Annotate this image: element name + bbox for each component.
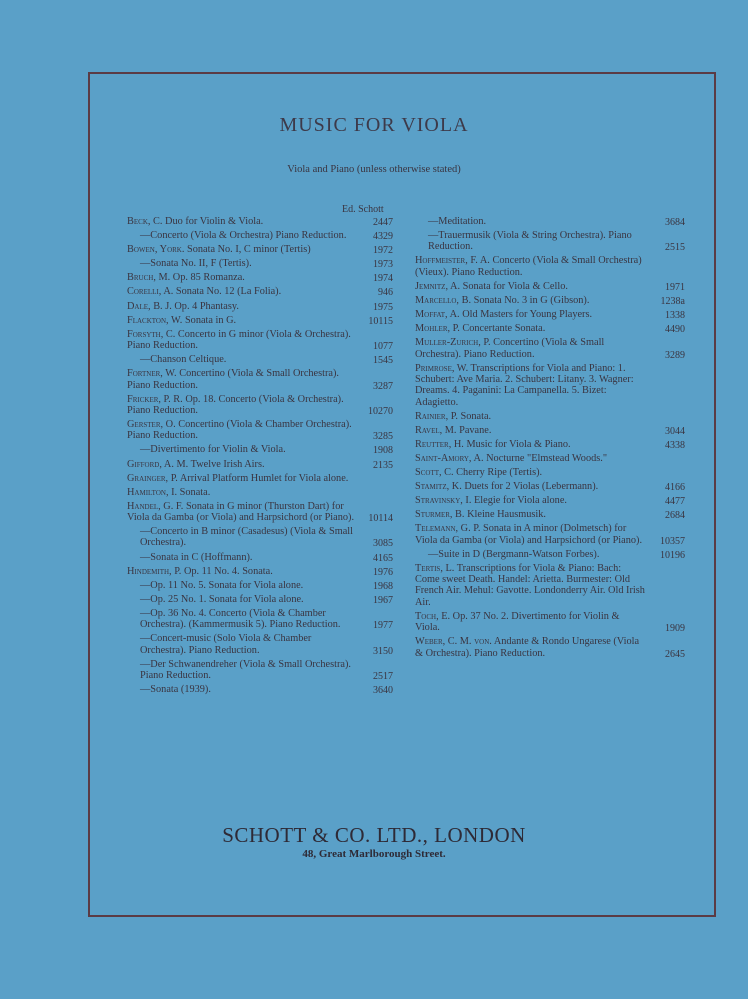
work-title: —Suite in D (Bergmann-Watson Forbes). — [428, 548, 600, 560]
work-title: Concerto in G minor (Viola & Orchestra). Piano Reduction. — [127, 328, 351, 352]
entry-text — [127, 633, 357, 656]
catalog-entry — [127, 272, 393, 283]
composer-name: Handel, G. F. — [127, 500, 184, 512]
work-title: Sonata in G minor (Thurston Dart) for Viola da Gamba (or Viola) and Harpsichord (or Piano). — [127, 500, 355, 524]
work-title: Andante & Rondo Ungarese (Viola & Orchestra). Piano Reduction. — [415, 636, 640, 659]
work-title: Sonata in G. — [184, 314, 237, 326]
entry-text — [127, 501, 357, 524]
catalog-entry — [415, 439, 685, 450]
work-title: Op. 4 Phantasy. — [174, 300, 239, 312]
composer-name: Beck, C. — [127, 216, 163, 227]
edition-number: 4165 — [373, 552, 393, 564]
catalog-entry — [127, 594, 393, 605]
entry-text — [415, 495, 645, 506]
composer-name: Reutter, H. — [415, 438, 464, 450]
catalog-entry — [127, 608, 393, 631]
entry-text — [127, 329, 357, 352]
catalog-entry — [127, 473, 393, 484]
catalog-column-right — [415, 216, 685, 662]
catalog-entry — [415, 216, 685, 227]
catalog-entry — [127, 566, 393, 577]
work-title: —Sonata in C (Hoffmann). — [140, 551, 253, 563]
entry-text — [415, 337, 645, 360]
catalog-entry — [415, 230, 685, 253]
composer-name: Corelli, A. — [127, 286, 174, 298]
work-title: Op. 37 No. 2. Divertimento for Violin & Viola. — [415, 610, 620, 634]
edition-number: 1968 — [373, 580, 393, 592]
catalog-entry — [127, 354, 393, 365]
edition-number: 1973 — [373, 259, 393, 271]
entry-text — [127, 566, 357, 577]
entry-text — [127, 594, 357, 605]
entry-text — [127, 272, 357, 283]
entry-text — [415, 509, 645, 520]
composer-name: Grainger, P. — [127, 472, 178, 484]
publisher-address: 48, Great Marlborough Street. — [302, 848, 446, 860]
work-title: —Chanson Celtique. — [140, 354, 227, 366]
entry-text — [127, 244, 357, 255]
entry-text — [127, 487, 357, 498]
entry-text — [127, 301, 357, 312]
catalog-entry — [415, 425, 685, 436]
composer-name: Hamilton, I. — [127, 486, 178, 498]
catalog-entry — [415, 411, 685, 422]
entry-text — [127, 368, 357, 391]
composer-name: Jemnitz, A. — [415, 280, 461, 292]
entry-text — [127, 230, 357, 241]
page-subtitle: Viola and Piano (unless otherwise stated) — [287, 164, 461, 175]
catalog-entry — [127, 329, 393, 352]
work-title: Concertino (Viola & Small Orchestra). Piano Reduction. — [415, 337, 605, 360]
catalog-entry — [127, 419, 393, 442]
page-title: MUSIC FOR VIOLA — [279, 114, 469, 136]
edition-number: 1238a — [660, 295, 685, 307]
edition-number: 946 — [378, 287, 393, 299]
edition-number: 1909 — [665, 623, 685, 635]
entry-text — [127, 394, 357, 417]
edition-number: 1975 — [373, 301, 393, 313]
catalog-entry — [415, 636, 685, 659]
work-title: Cherry Ripe (Tertis). — [456, 467, 543, 478]
catalog-entry — [127, 315, 393, 326]
work-title: Kleine Hausmusik. — [467, 509, 547, 521]
work-title: Sonata. — [460, 410, 492, 422]
entry-text — [415, 309, 645, 320]
work-title: Duo for Violin & Viola. — [165, 216, 264, 227]
work-title: Sonata No. I, C minor (Tertis) — [187, 244, 311, 256]
work-title: Concertino (Viola & Chamber Orchestra). Piano Reduction. — [127, 419, 352, 442]
catalog-column-left — [127, 216, 393, 698]
catalog-entry — [415, 549, 685, 560]
catalog-entry — [415, 363, 685, 408]
entry-text — [415, 363, 645, 408]
edition-number: 2645 — [665, 648, 685, 660]
work-title: Sonata No. 12 (La Folia). — [175, 286, 282, 298]
composer-name: Tertis, L. — [415, 562, 455, 574]
entry-text — [415, 549, 645, 560]
edition-number: 4338 — [665, 439, 685, 451]
catalog-entry — [127, 301, 393, 312]
work-title: Op. 11 No. 4. Sonata. — [183, 565, 273, 577]
edition-number: 1977 — [373, 620, 393, 632]
entry-text — [127, 659, 357, 682]
work-title: —Divertimento for Violin & Viola. — [140, 444, 286, 456]
entry-text — [415, 439, 645, 450]
composer-name: Flackton, W. — [127, 314, 183, 326]
work-title: —Concerto in B minor (Casadesus) (Viola & Small Orchestra). — [140, 526, 354, 549]
catalog-entry — [415, 281, 685, 292]
catalog-entry — [127, 230, 393, 241]
work-title: Pavane. — [459, 424, 492, 436]
edition-number: 3150 — [373, 645, 393, 657]
edition-number: 3285 — [373, 431, 393, 443]
composer-name: Muller-Zurich, P. — [415, 337, 491, 349]
edition-number: 10114 — [368, 513, 393, 525]
catalog-entry — [127, 444, 393, 455]
edition-number: 3287 — [373, 380, 393, 392]
composer-name: Toch, E. — [415, 610, 451, 622]
work-title: Duets for 2 Violas (Lebermann). — [464, 481, 599, 493]
entry-text — [415, 453, 645, 464]
catalog-entry — [127, 368, 393, 391]
catalog-entry — [127, 526, 393, 549]
work-title: Nocturne "Elmstead Woods." — [486, 452, 608, 464]
entry-text — [127, 354, 357, 365]
composer-name: Mohler, P. — [415, 323, 460, 335]
work-title: —Op. 11 No. 5. Sonata for Viola alone. — [140, 579, 304, 591]
work-title: Sonata in A minor (Dolmetsch) for Viola da Gamba (or Viola) and Harpsichord (or Piano). — [415, 523, 643, 546]
work-title: —Meditation. — [428, 216, 487, 227]
entry-text — [415, 230, 645, 253]
entry-text — [415, 563, 645, 608]
catalog-entry — [415, 453, 685, 464]
work-title: Op. 85 Romanza. — [172, 272, 245, 284]
entry-text — [127, 526, 357, 549]
work-title: —Concerto (Viola & Orchestra) Piano Reduction. — [140, 230, 347, 242]
catalog-entry — [415, 523, 685, 546]
work-title: —Sonata (1939). — [140, 684, 211, 696]
edition-number: 2684 — [665, 510, 685, 522]
catalog-entry — [415, 495, 685, 506]
catalog-entry — [127, 684, 393, 695]
composer-name: Stamitz, K. — [415, 481, 462, 493]
catalog-entry — [127, 633, 393, 656]
work-title: —Trauermusik (Viola & String Orchestra). Piano Reduction. — [428, 230, 632, 253]
entry-text — [127, 459, 357, 470]
work-title: Arrival Platform Humlet for Viola alone. — [179, 472, 349, 484]
work-title: —Op. 25 No. 1. Sonata for Viola alone. — [140, 593, 304, 605]
edition-number: 10115 — [368, 315, 393, 327]
edition-number: 1971 — [665, 281, 685, 293]
composer-name: Fortner, W. — [127, 368, 177, 380]
catalog-entry — [415, 323, 685, 334]
entry-text — [415, 295, 645, 306]
entry-text — [415, 255, 645, 278]
work-title: Concertante Sonata. — [462, 323, 546, 335]
edition-number: 1967 — [373, 594, 393, 606]
entry-text — [127, 216, 357, 227]
catalog-entry — [415, 467, 685, 478]
composer-name: Bowen, York. — [127, 244, 185, 256]
edition-number: 1908 — [373, 445, 393, 457]
edition-number: 2517 — [373, 671, 393, 683]
composer-name: Bruch, M. — [127, 272, 171, 284]
entry-text — [415, 425, 645, 436]
edition-header: Ed. Schott — [342, 204, 384, 215]
composer-name: Telemann, G. P. — [415, 523, 481, 535]
work-title: Sonata No. 3 in G (Gibson). — [473, 294, 590, 306]
edition-number: 3640 — [373, 685, 393, 697]
composer-name: Scott, C. — [415, 467, 454, 478]
edition-number: 1338 — [665, 310, 685, 322]
work-title: —Concert-music (Solo Viola & Chamber Orchestra). Piano Reduction. — [140, 633, 312, 656]
edition-number: 3684 — [665, 217, 685, 228]
edition-number: 10357 — [660, 535, 685, 547]
composer-name: Saint-Amory, A. — [415, 452, 484, 464]
work-title: Music for Viola & Piano. — [466, 438, 571, 450]
entry-text — [127, 473, 357, 484]
entry-text — [415, 281, 645, 292]
composer-name: Dale, B. J. — [127, 300, 172, 312]
catalog-entry — [127, 244, 393, 255]
composer-name: Forsyth, C. — [127, 328, 176, 340]
entry-text — [127, 315, 357, 326]
catalog-entry — [127, 216, 393, 227]
entry-text — [415, 216, 645, 227]
catalog-entry — [415, 611, 685, 634]
entry-text — [127, 444, 357, 455]
catalog-entry — [127, 487, 393, 498]
composer-name: Gifford, A. M. — [127, 458, 189, 470]
catalog-entry — [415, 255, 685, 278]
edition-number: 4477 — [665, 496, 685, 508]
composer-name: Stravinsky, I. — [415, 495, 472, 507]
entry-text — [415, 323, 645, 334]
composer-name: Hoffmeister, F. A. — [415, 255, 490, 267]
catalog-entry — [415, 295, 685, 306]
composer-name: Weber, C. M. von. — [415, 636, 492, 648]
composer-name: Ravel, M. — [415, 424, 457, 436]
catalog-entry — [127, 286, 393, 297]
work-title: Transcriptions for Viola & Piano: Bach: Come sweet Death. Handel: Arietta. Burmester: Old French Air. Mehul: Gavotte. Londonderry Air. Old Irish Air. — [415, 562, 645, 608]
edition-number: 4329 — [373, 231, 393, 243]
work-title: Elegie for Viola alone. — [474, 495, 567, 507]
composer-name: Hindemith, P. — [127, 565, 182, 577]
work-title: Sonata. — [179, 486, 211, 498]
entry-text — [415, 523, 645, 546]
entry-text — [127, 580, 357, 591]
composer-name: Marcello, B. — [415, 294, 472, 306]
catalog-entry — [415, 563, 685, 608]
edition-number: 10196 — [660, 549, 685, 561]
catalog-entry — [127, 501, 393, 524]
composer-name: Moffat, A. — [415, 309, 460, 321]
entry-text — [127, 286, 357, 297]
catalog-entry — [127, 659, 393, 682]
edition-number: 1077 — [373, 341, 393, 353]
entry-text — [415, 411, 645, 422]
catalog-entry — [127, 258, 393, 269]
work-title: Twelve Irish Airs. — [190, 458, 265, 470]
entry-text — [415, 481, 645, 492]
entry-text — [127, 552, 357, 563]
edition-number: 2135 — [373, 459, 393, 471]
composer-name: Rainier, P. — [415, 410, 458, 422]
edition-number: 3085 — [373, 538, 393, 550]
composer-name: Gerster, O. — [127, 419, 176, 431]
catalog-entry — [415, 481, 685, 492]
edition-number: 2447 — [373, 217, 393, 228]
composer-name: Fricker, P. R. — [127, 393, 183, 405]
catalog-entry — [127, 459, 393, 470]
work-title: —Sonata No. II, F (Tertis). — [140, 258, 252, 270]
edition-number: 1976 — [373, 566, 393, 578]
edition-number: 3289 — [665, 349, 685, 361]
entry-text — [127, 684, 357, 695]
edition-number: 1974 — [373, 273, 393, 285]
edition-number: 2515 — [665, 242, 685, 254]
work-title: Transcriptions for Viola and Piano: 1. Schubert: Ave Maria. 2. Schubert: Litany. 3. Wagner: Dreams. 4. Paganini: La Campanella. 5. Bizet: Adagietto. — [415, 362, 634, 408]
work-title: Concerto (Viola & Small Orchestra) (Vieux). Piano Reduction. — [415, 255, 642, 278]
edition-number: 10270 — [368, 405, 393, 417]
publisher-name: SCHOTT & CO. LTD., LONDON — [222, 823, 526, 847]
entry-text — [415, 611, 645, 634]
composer-name: Primrose, W. — [415, 362, 469, 374]
edition-number: 1545 — [373, 355, 393, 367]
catalog-entry — [127, 552, 393, 563]
catalog-entry — [127, 394, 393, 417]
entry-text — [415, 467, 645, 478]
work-title: Concertino (Viola & Small Orchestra). Piano Reduction. — [127, 368, 340, 391]
catalog-entry — [415, 309, 685, 320]
entry-text — [415, 636, 645, 659]
entry-text — [127, 608, 357, 631]
entry-text — [127, 419, 357, 442]
edition-number: 4166 — [665, 482, 685, 494]
work-title: Old Masters for Young Players. — [462, 309, 593, 321]
catalog-entry — [127, 580, 393, 591]
entry-text — [127, 258, 357, 269]
edition-number: 3044 — [665, 425, 685, 437]
work-title: Op. 18. Concerto (Viola & Orchestra). Piano Reduction. — [127, 393, 344, 416]
work-title: Sonata for Viola & Cello. — [462, 280, 568, 292]
catalog-entry — [415, 509, 685, 520]
composer-name: Sturmer, B. — [415, 509, 465, 521]
work-title: —Op. 36 No. 4. Concerto (Viola & Chamber Orchestra). (Kammermusik 5). Piano Reduction. — [140, 607, 341, 631]
edition-number: 1972 — [373, 245, 393, 257]
edition-number: 4490 — [665, 324, 685, 336]
catalog-entry — [415, 337, 685, 360]
work-title: —Der Schwanendreher (Viola & Small Orchestra). Piano Reduction. — [140, 658, 351, 682]
